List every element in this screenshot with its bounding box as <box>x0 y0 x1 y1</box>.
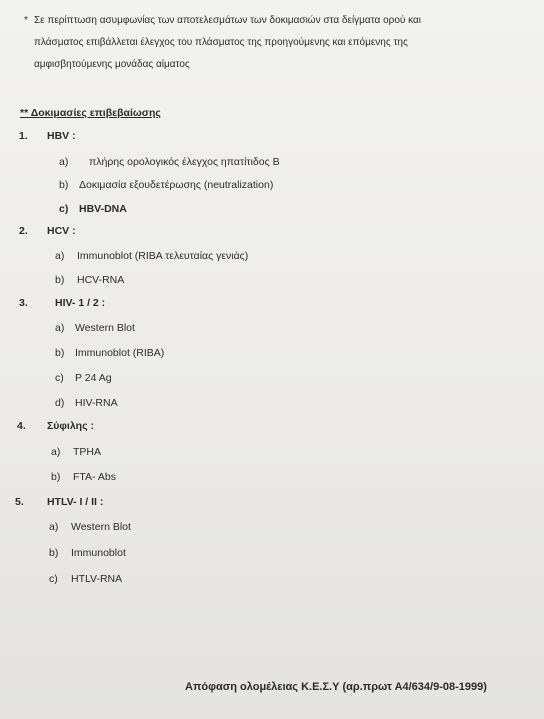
test-number: 2. <box>19 225 28 237</box>
item-letter: b) <box>59 179 69 191</box>
item-text: Δοκιμασία εξουδετέρωσης (neutralization) <box>79 179 274 191</box>
item-letter: b) <box>51 471 61 483</box>
item-letter: a) <box>51 446 61 458</box>
item-text: πλήρης ορολογικός έλεγχος ηπατίτιδος Β <box>89 156 280 168</box>
test-name-hiv: HIV- 1 / 2 : <box>55 297 106 309</box>
item-letter: a) <box>55 322 65 334</box>
test-number: 5. <box>15 496 24 508</box>
test-number: 3. <box>19 297 28 309</box>
note-line-3: αμφισβητούμενης μονάδας αίματος <box>34 59 190 70</box>
item-text: Immunoblot (RIBA τελευταίας γενιάς) <box>77 250 249 262</box>
item-text: Immunoblot (RIBA) <box>75 347 165 359</box>
test-name-hbv: HBV : <box>47 130 76 142</box>
item-text: P 24 Ag <box>75 372 112 384</box>
item-text: Immunoblot <box>71 547 126 559</box>
item-letter: b) <box>49 547 59 559</box>
item-text: TPHA <box>73 446 102 458</box>
item-letter: c) <box>59 203 69 215</box>
item-letter: c) <box>55 372 64 384</box>
item-text: Western Blot <box>71 521 131 533</box>
item-text: HTLV-RNA <box>71 573 123 585</box>
test-name-htlv: HTLV- I / II : <box>47 496 104 508</box>
item-text: FTA- Abs <box>73 471 116 483</box>
item-letter: c) <box>49 573 58 585</box>
item-text: HIV-RNA <box>75 397 118 409</box>
item-text: Western Blot <box>75 322 135 334</box>
test-name-hcv: HCV : <box>47 225 76 237</box>
note-line-1: Σε περίπτωση ασυμφωνίας των αποτελεσμάτων των δοκιμασιών στα δείγματα ορού και <box>34 15 422 26</box>
item-letter: b) <box>55 347 65 359</box>
item-text: HCV-RNA <box>77 274 125 286</box>
decision-reference: Απόφαση ολομέλειας Κ.Ε.Σ.Υ (αρ.πρωτ Α4/634/9-08-1999) <box>185 681 487 693</box>
note-bullet: * <box>24 15 28 26</box>
test-number: 4. <box>17 420 26 432</box>
item-letter: a) <box>49 521 59 533</box>
test-number: 1. <box>19 130 28 142</box>
item-letter: b) <box>55 274 65 286</box>
item-text: HBV-DNA <box>79 203 127 215</box>
item-letter: a) <box>55 250 65 262</box>
item-letter: d) <box>55 397 65 409</box>
note-line-2: πλάσματος επιβάλλεται έλεγχος του πλάσματος της προηγούμενης και επόμενης της <box>34 37 408 48</box>
test-name-syphilis: Σύφιλης : <box>47 420 94 432</box>
section-title: ** Δοκιμασίες επιβεβαίωσης <box>20 107 161 119</box>
item-letter: a) <box>59 156 69 168</box>
